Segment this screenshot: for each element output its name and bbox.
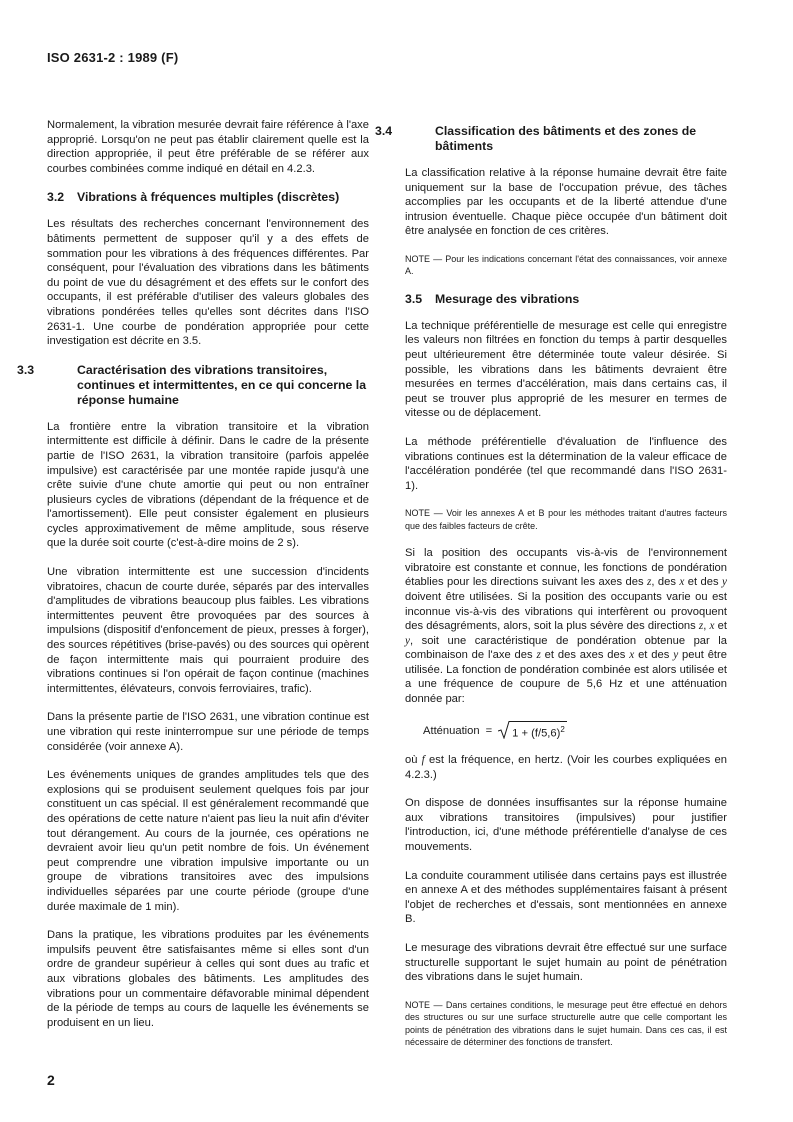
section-number: 3.3 <box>17 362 35 377</box>
page-number: 2 <box>47 1072 55 1088</box>
square-root <box>498 721 567 741</box>
section-heading-3-3 <box>17 362 369 408</box>
attenuation-formula <box>423 721 727 741</box>
section-heading-3-5 <box>405 292 727 307</box>
paragraph: Les événements uniques de grandes amplitudes tels que des explosions qui se produisent seulement quelques fois par jour constituent un cas spécial. Il est généralement recommandé que des opérations de cette nature n'aient pas lieu la nuit afin d'éviter tout dérangement. Au cours de la journée, ces opérations ne devraient avoir lieu qu'un petit nombre de fois. Un événement peut comprendre une vibration impulsive importante ou un groupe de vibrations transitoires avec des impulsions individuelles séparées par une courte période (groupe d'une durée maximale de 1 min). <box>47 769 369 913</box>
radical-sign-icon <box>498 721 510 739</box>
paragraph: Dans la pratique, les vibrations produites par les événements impulsifs peuvent être satisfaisantes même si elles sont d'un ordre de grandeur supérieur à celles qui sont dues au trafic et aux vibrations globales des bâtiments. Les amplitudes des vibrations pour un commentaire défavorable minimal dépendent de la période de temps au cours de laquelle les événements se produisent en un lieu. <box>47 929 369 1029</box>
note: NOTE — Dans certaines conditions, le mesurage peut être effectué en dehors des structures ou sur une surface structurelle autre que celle comportant les points de pénétration des vibrations dans le sujet humain. Dans ces cas, il est nécessaire de déterminer des fonctions de transfert. <box>405 999 727 1047</box>
section-number: 3.5 <box>405 291 423 306</box>
left-column <box>17 118 369 1044</box>
section-heading-3-2 <box>47 190 369 205</box>
note: NOTE — Voir les annexes A et B pour les méthodes traitant d'autres facteurs que des faibles facteurs de crête. <box>405 508 727 531</box>
paragraph: La classification relative à la réponse humaine devrait être faite uniquement sur la base de l'occupation prévue, des tâches accomplies par les occupants et de la liberté attendue d'une intrusion éventuelle. Chaque pièce occupée d'un bâtiment doit être analysée en fonction de ces critères. <box>405 167 727 238</box>
paragraph: Le mesurage des vibrations devrait être effectué sur une surface structurelle supportant le sujet humain au point de pénétration des vibrations dans le sujet humain. <box>405 941 727 984</box>
section-number: 3.4 <box>375 124 393 138</box>
section-heading-3-4 <box>375 124 727 154</box>
document-header: ISO 2631-2 : 1989 (F) <box>47 50 179 65</box>
formula-label: Atténuation <box>423 724 480 737</box>
paragraph: La frontière entre la vibration transitoire et la vibration intermittente est difficile à définir. Dans le cadre de la présente partie de l'ISO 2631, la vibration transitoire (parfois appelée impulsive) est caractérisée par une montée rapide jusqu'à une crête suivie d'une chute amortie qui peut ou non entraîner plusieurs cycles de vibrations (dépendant de la fréquence et de l'amortissement). Elle peut consister également en plusieurs cycles approximativement de même amplitude, sous réserve que la durée soit courte (c'est-à-dire moins de 2 s). <box>47 420 369 550</box>
note: NOTE — Pour les indications concernant l'état des connaissances, voir annexe A. <box>405 253 727 277</box>
section-number: 3.2 <box>47 190 65 205</box>
paragraph: Normalement, la vibration mesurée devrait faire référence à l'axe approprié. Lorsqu'on ne peut pas établir clairement quelle est la direction appropriée, il peut être préférable de se référer aux courbes combinées comme indiqué en détail en 4.2.3. <box>47 119 369 175</box>
paragraph-axes: Si la position des occupants vis-à-vis de l'environnement vibratoire est constante et connue, les fonctions de pondération établies pour les directions suivant les axes des z, des x et des y doivent être utilisées. Si la position des occupants varie ou est inconnue vis-à-vis des vibrations qui interfèrent ou provoquent des désagréments, alors, soit la plus sévère des directions z, x et y, soit une caractéristique de pondération obtenue par la combinaison de l'axe des z et des axes des x et des y peut être utilisée. La fonction de pondération combinée est alors utilisée et a une fréquence de coupure de 5,6 Hz et une atténuation donnée par: <box>405 547 727 706</box>
paragraph: La conduite couramment utilisée dans certains pays est illustrée en annexe A et des méthodes supplémentaires faisant à présent l'objet de recherches et d'essais, sont mentionnées en annexe B. <box>405 869 727 926</box>
section-title: Mesurage des vibrations <box>435 291 580 306</box>
paragraph: La technique préférentielle de mesurage est celle qui enregistre les valeurs non filtrées en fonction du temps à partir desquelles peut ultérieurement être déterminée toute valeur désirée. Si possible, les vibrations dans les bâtiments devraient être mesurées en termes d'accélération, mais dans certains cas, il peut se trouver plus approprié de les mesurer en termes de vitesse ou de déplacement. <box>405 319 727 420</box>
section-title: Classification des bâtiments et des zones de bâtiments <box>435 124 697 153</box>
right-column <box>375 118 727 1062</box>
formula-radicand: $1 + (f/5,6)^2$ <box>510 721 567 741</box>
section-title: Vibrations à fréquences multiples (discrètes) <box>77 190 340 205</box>
paragraph: où f est la fréquence, en hertz. (Voir les courbes expliquées en 4.2.3.) <box>405 753 727 781</box>
paragraph: Dans la présente partie de l'ISO 2631, une vibration continue est une vibration qui reste ininterrompue sur une période de temps considérée (voir annexe A). <box>47 711 369 753</box>
section-title: Caractérisation des vibrations transitoires, continues et intermittentes, en ce qui concerne la réponse humaine <box>77 362 367 407</box>
paragraph: On dispose de données insuffisantes sur la réponse humaine aux vibrations transitoires (impulsives) pour justifier l'introduction, ici, d'une méthode préférentielle d'analyse de ces mouvements. <box>405 797 727 853</box>
paragraph: Une vibration intermittente est une succession d'incidents vibratoires, chacun de courte durée, séparés par des intervalles d'amplitudes de vibrations beaucoup plus faibles. Les vibrations intermittentes peuvent être provoquées par des sources à impulsions (dispositif d'enfoncement de pieux, presses à forger), des sources répétitives (brise-pavés) ou des sources qui opèrent de façon intermittente mais qui pourraient produire des vibrations continues si l'on opérait de façon continue (machines intermittentes, élévateurs, convois ferroviaires, trafic). <box>47 566 369 695</box>
paragraph: La méthode préférentielle d'évaluation de l'influence des vibrations continues est la détermination de la valeur efficace de l'accélération pondérée (tel que recommandé dans l'ISO 2631-1). <box>405 435 727 492</box>
paragraph: Les résultats des recherches concernant l'environnement des bâtiments permettent de supposer qu'il y a des effets de sommation pour les vibrations à des fréquences différentes. Par conséquent, pour l'évaluation des vibrations dans les bâtiments du point de vue du désagrément et des effets sur le confort des occupants, il est préférable d'utiliser des valeurs globales des vibrations pondérées telles qu'elles sont décrites dans l'ISO 2631-1. Une courbe de pondération appropriée pour cette investigation est décrite en 3.5. <box>47 218 369 348</box>
formula-equals: = <box>485 724 493 737</box>
